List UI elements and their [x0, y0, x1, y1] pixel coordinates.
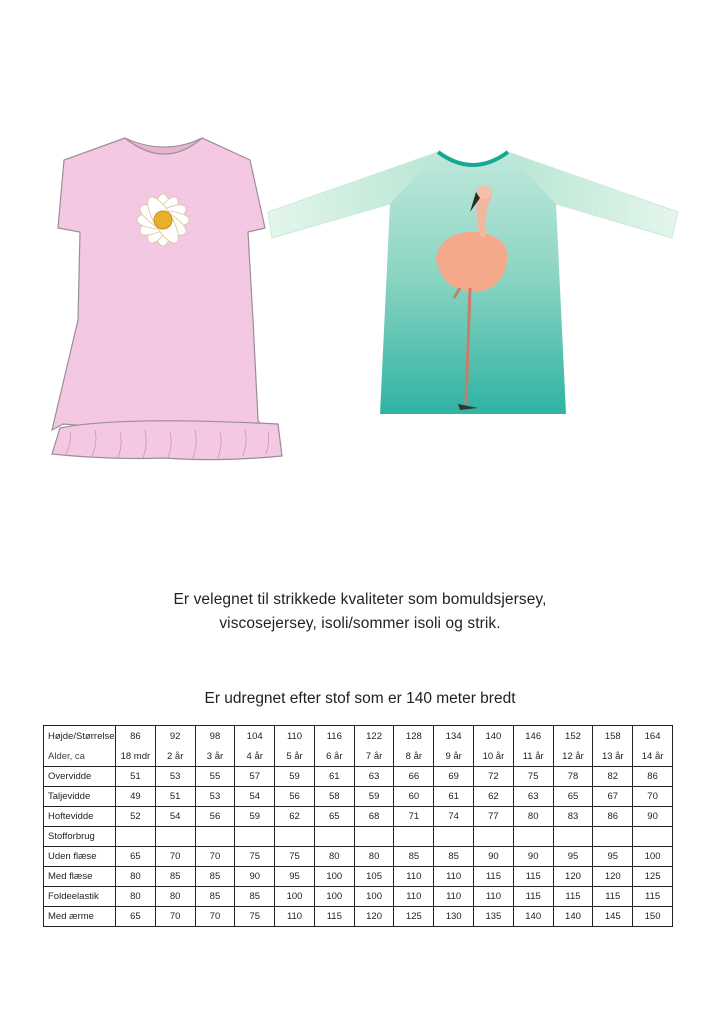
- table-cell: 80: [314, 847, 354, 867]
- table-cell: 13 år: [593, 747, 633, 767]
- table-cell: [235, 827, 275, 847]
- table-cell: 152: [553, 726, 593, 748]
- table-row: [44, 787, 673, 807]
- table-cell: 130: [434, 907, 474, 927]
- table-cell: 80: [116, 887, 156, 907]
- table-cell: 146: [513, 726, 553, 748]
- table-row: [44, 887, 673, 907]
- table-cell: 90: [235, 867, 275, 887]
- table-cell: 57: [235, 767, 275, 787]
- row-label: Alder, ca: [44, 747, 116, 767]
- table-cell: 70: [195, 847, 235, 867]
- table-cell: 140: [513, 907, 553, 927]
- row-label: Foldeelastik: [44, 887, 116, 907]
- row-label: Hoftevidde: [44, 807, 116, 827]
- table-cell: [116, 827, 156, 847]
- table-cell: 110: [394, 887, 434, 907]
- table-cell: 95: [275, 867, 315, 887]
- table-cell: 75: [275, 847, 315, 867]
- table-cell: [434, 827, 474, 847]
- table-cell: 70: [155, 907, 195, 927]
- table-cell: 120: [553, 867, 593, 887]
- table-cell: 65: [116, 847, 156, 867]
- table-cell: 85: [394, 847, 434, 867]
- table-cell: 115: [474, 867, 514, 887]
- table-cell: 115: [553, 887, 593, 907]
- table-cell: 55: [195, 767, 235, 787]
- table-cell: 3 år: [195, 747, 235, 767]
- table-cell: 61: [314, 767, 354, 787]
- table-cell: 63: [513, 787, 553, 807]
- table-cell: 100: [275, 887, 315, 907]
- table-cell: [474, 827, 514, 847]
- table-cell: 61: [434, 787, 474, 807]
- table-cell: 62: [474, 787, 514, 807]
- table-cell: 77: [474, 807, 514, 827]
- table-cell: 63: [354, 767, 394, 787]
- table-cell: 122: [354, 726, 394, 748]
- table-cell: 51: [155, 787, 195, 807]
- table-cell: [633, 827, 673, 847]
- table-cell: 83: [553, 807, 593, 827]
- table-cell: 54: [155, 807, 195, 827]
- table-cell: 75: [513, 767, 553, 787]
- table-cell: 128: [394, 726, 434, 748]
- table-cell: 51: [116, 767, 156, 787]
- table-cell: 158: [593, 726, 633, 748]
- table-row: [44, 767, 673, 787]
- table-cell: 115: [513, 887, 553, 907]
- table-cell: 66: [394, 767, 434, 787]
- table-cell: 134: [434, 726, 474, 748]
- table-cell: 58: [314, 787, 354, 807]
- table-cell: 67: [593, 787, 633, 807]
- table-cell: 75: [235, 847, 275, 867]
- table-cell: 150: [633, 907, 673, 927]
- table-cell: 86: [116, 726, 156, 748]
- table-cell: [553, 827, 593, 847]
- table-cell: 90: [513, 847, 553, 867]
- size-header-row: [44, 726, 673, 748]
- table-cell: [155, 827, 195, 847]
- dress-illustrations: [0, 120, 720, 480]
- table-cell: 59: [235, 807, 275, 827]
- table-cell: 80: [513, 807, 553, 827]
- table-row: [44, 807, 673, 827]
- table-cell: 85: [235, 887, 275, 907]
- table-cell: 78: [553, 767, 593, 787]
- table-cell: 75: [235, 907, 275, 927]
- table-cell: 82: [593, 767, 633, 787]
- table-cell: [513, 827, 553, 847]
- table-cell: 11 år: [513, 747, 553, 767]
- table-cell: 120: [354, 907, 394, 927]
- table-cell: 62: [275, 807, 315, 827]
- description-line-2: viscosejersey, isoli/sommer isoli og strik.: [219, 615, 501, 632]
- table-cell: 52: [116, 807, 156, 827]
- table-cell: 115: [314, 907, 354, 927]
- table-cell: 53: [155, 767, 195, 787]
- row-label: Med ærme: [44, 907, 116, 927]
- table-row: [44, 867, 673, 887]
- table-cell: 110: [394, 867, 434, 887]
- table-cell: 70: [633, 787, 673, 807]
- pink-dress-illustration: [52, 138, 282, 460]
- table-cell: 85: [434, 847, 474, 867]
- table-cell: 65: [553, 787, 593, 807]
- table-cell: 100: [633, 847, 673, 867]
- table-cell: 49: [116, 787, 156, 807]
- table-cell: 85: [195, 867, 235, 887]
- table-cell: 54: [235, 787, 275, 807]
- table-cell: 65: [314, 807, 354, 827]
- table-cell: 80: [116, 867, 156, 887]
- table-cell: 125: [633, 867, 673, 887]
- table-cell: 60: [394, 787, 434, 807]
- table-cell: 164: [633, 726, 673, 748]
- table-cell: 12 år: [553, 747, 593, 767]
- table-cell: 104: [235, 726, 275, 748]
- table-cell: 80: [354, 847, 394, 867]
- table-cell: 8 år: [394, 747, 434, 767]
- row-label: Med flæse: [44, 867, 116, 887]
- fabric-suitability-text: [0, 588, 720, 636]
- table-row: [44, 827, 673, 847]
- table-cell: 115: [513, 867, 553, 887]
- table-cell: 14 år: [633, 747, 673, 767]
- table-cell: 110: [275, 726, 315, 748]
- table-cell: 5 år: [275, 747, 315, 767]
- flamingo-dress-illustration: [268, 152, 678, 414]
- table-cell: 110: [474, 887, 514, 907]
- table-cell: 2 år: [155, 747, 195, 767]
- table-cell: 70: [195, 907, 235, 927]
- table-cell: 7 år: [354, 747, 394, 767]
- table-cell: 110: [275, 907, 315, 927]
- table-cell: 100: [354, 887, 394, 907]
- table-cell: 100: [314, 867, 354, 887]
- table-cell: 72: [474, 767, 514, 787]
- table-cell: 95: [553, 847, 593, 867]
- table-cell: 110: [434, 887, 474, 907]
- table-cell: [275, 827, 315, 847]
- table-cell: 90: [474, 847, 514, 867]
- table-cell: 85: [195, 887, 235, 907]
- table-cell: 145: [593, 907, 633, 927]
- table-cell: 10 år: [474, 747, 514, 767]
- table-cell: 116: [314, 726, 354, 748]
- table-cell: 140: [474, 726, 514, 748]
- table-cell: 115: [633, 887, 673, 907]
- row-label: Stofforbrug: [44, 827, 116, 847]
- table-cell: [394, 827, 434, 847]
- table-cell: 74: [434, 807, 474, 827]
- table-cell: 100: [314, 887, 354, 907]
- table-cell: 80: [155, 887, 195, 907]
- table-cell: 86: [633, 767, 673, 787]
- age-header-row: [44, 747, 673, 767]
- table-cell: 59: [354, 787, 394, 807]
- table-cell: 110: [434, 867, 474, 887]
- table-cell: 86: [593, 807, 633, 827]
- table-cell: 90: [633, 807, 673, 827]
- row-label: Uden flæse: [44, 847, 116, 867]
- table-cell: 140: [553, 907, 593, 927]
- row-label: Taljevidde: [44, 787, 116, 807]
- table-cell: 69: [434, 767, 474, 787]
- table-cell: 70: [155, 847, 195, 867]
- table-cell: 6 år: [314, 747, 354, 767]
- table-cell: 95: [593, 847, 633, 867]
- table-cell: 120: [593, 867, 633, 887]
- table-cell: 71: [394, 807, 434, 827]
- table-row: [44, 847, 673, 867]
- row-label: Højde/Størrelse: [44, 726, 116, 748]
- table-cell: 68: [354, 807, 394, 827]
- table-cell: 98: [195, 726, 235, 748]
- table-cell: 105: [354, 867, 394, 887]
- table-cell: 125: [394, 907, 434, 927]
- size-chart-table: [43, 725, 673, 927]
- description-line-1: Er velegnet til strikkede kvaliteter som bomuldsjersey,: [173, 591, 547, 608]
- table-cell: [195, 827, 235, 847]
- table-cell: 65: [116, 907, 156, 927]
- table-cell: [593, 827, 633, 847]
- row-label: Overvidde: [44, 767, 116, 787]
- table-cell: 92: [155, 726, 195, 748]
- table-cell: 59: [275, 767, 315, 787]
- table-cell: [314, 827, 354, 847]
- table-cell: 18 mdr: [116, 747, 156, 767]
- table-cell: 53: [195, 787, 235, 807]
- table-cell: 4 år: [235, 747, 275, 767]
- table-cell: [354, 827, 394, 847]
- table-cell: 85: [155, 867, 195, 887]
- table-cell: 56: [275, 787, 315, 807]
- table-cell: 9 år: [434, 747, 474, 767]
- fabric-width-note: Er udregnet efter stof som er 140 meter bredt: [204, 690, 516, 707]
- table-cell: 135: [474, 907, 514, 927]
- table-row: [44, 907, 673, 927]
- table-cell: 115: [593, 887, 633, 907]
- table-cell: 56: [195, 807, 235, 827]
